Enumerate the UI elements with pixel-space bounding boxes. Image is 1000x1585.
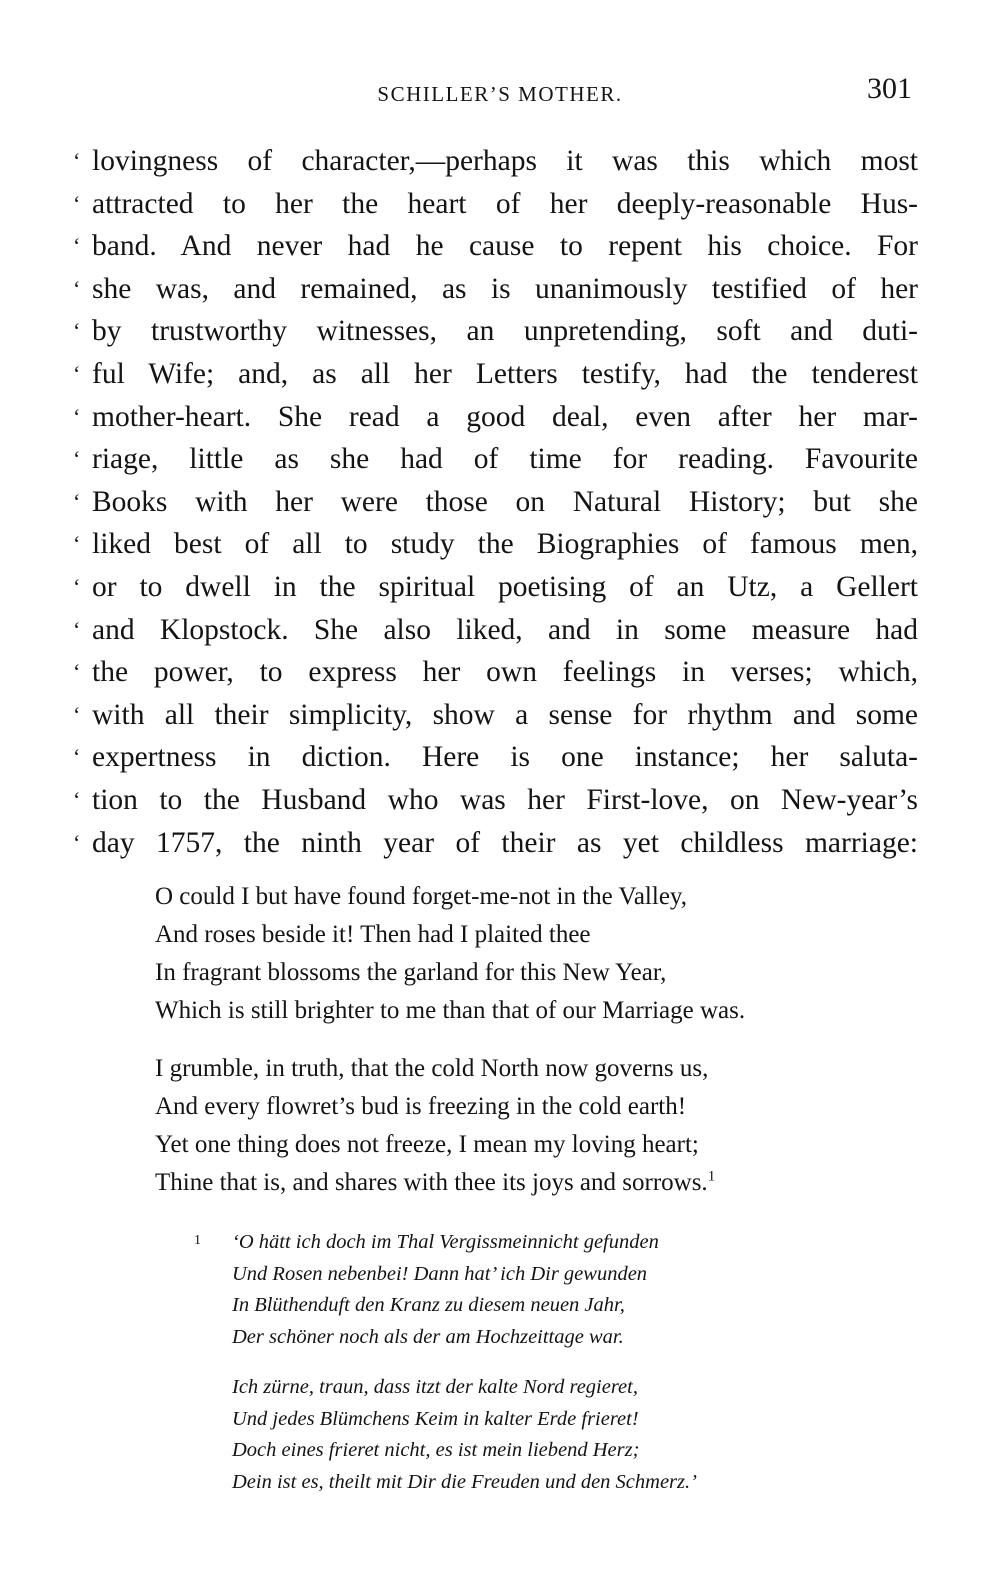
footnote-marker: 1 <box>194 1233 201 1248</box>
poem-line: Yet one thing does not freeze, I mean my loving heart; <box>155 1131 699 1158</box>
poem-line: Which is still brighter to me than that of our Marriage was. <box>155 997 746 1024</box>
footnote-stanza-2 <box>200 1372 920 1498</box>
poem-stanza-1 <box>155 878 915 1030</box>
footnote-line: Der schöner noch als der am Hochzeittage war. <box>232 1325 624 1348</box>
poem-line-text: Thine that is, and shares with thee its joys and sorrows. <box>155 1169 708 1196</box>
footnote-reference: 1 <box>707 1168 716 1185</box>
quote-mark: ‘ <box>73 488 81 514</box>
footnote-line: In Blüthenduft den Kranz zu diesem neuen Jahr, <box>232 1294 625 1316</box>
quote-mark: ‘ <box>73 190 81 216</box>
text-line: ‘ tion to the Husband who was her First-love, on New-year’s <box>80 779 918 822</box>
quote-mark: ‘ <box>73 786 81 812</box>
text-line: ‘ by trustworthy witnesses, an unpretending, soft and duti- <box>80 310 918 353</box>
footnote-line: Und Rosen nebenbei! Dann hat’ ich Dir gewunden <box>232 1262 648 1285</box>
text-line: ‘ day 1757, the ninth year of their as yet childless marriage: <box>80 822 918 865</box>
quote-mark: ‘ <box>73 360 81 386</box>
quote-mark: ‘ <box>73 318 81 344</box>
text-line: ‘ with all their simplicity, show a sense for rhythm and some <box>80 694 918 737</box>
text-line: ‘ or to dwell in the spiritual poetising of an Utz, a Gellert <box>80 566 918 609</box>
poem-line: And every flowret’s bud is freezing in the cold earth! <box>155 1093 687 1120</box>
text-line: ‘ lovingness of character,—perhaps it was this which most <box>80 140 918 183</box>
quote-mark: ‘ <box>73 573 81 599</box>
text-line: ‘ and Klopstock. She also liked, and in some measure had <box>80 609 918 652</box>
quote-mark: ‘ <box>73 829 81 855</box>
quote-mark: ‘ <box>73 744 81 770</box>
poem-line: O could I but have found forget-me-not in the Valley, <box>155 883 688 910</box>
text-line: ‘ attracted to her the heart of her deeply-reasonable Hus- <box>80 183 918 226</box>
footnote-stanza-1 <box>194 1227 920 1353</box>
footnote-line: Und jedes Blümchens Keim in kalter Erde frieret! <box>232 1407 639 1430</box>
running-title: SCHILLER’S MOTHER. <box>377 82 623 106</box>
quote-mark: ‘ <box>73 275 81 301</box>
footnote-line: Doch eines frieret nicht, es ist mein liebend Herz; <box>232 1439 640 1461</box>
text-line: ‘ the power, to express her own feelings in verses; which, <box>80 651 918 694</box>
text-line: ‘ expertness in diction. Here is one instance; her saluta- <box>80 736 918 779</box>
footnote-line: Ich zürne, traun, dass itzt der kalte Nord regieret, <box>232 1376 638 1398</box>
body-paragraph <box>73 140 918 864</box>
quote-mark: ‘ <box>73 531 81 557</box>
quote-mark: ‘ <box>73 403 81 429</box>
quote-mark: ‘ <box>73 446 81 472</box>
quote-mark: ‘ <box>73 659 81 685</box>
text-line: ‘ Books with her were those on Natural History; but she <box>80 481 918 524</box>
quote-mark: ‘ <box>73 616 81 642</box>
text-line: ‘ riage, little as she had of time for reading. Favourite <box>80 438 918 481</box>
text-line: ‘ she was, and remained, as is unanimously testified of her <box>80 268 918 311</box>
quote-mark: ‘ <box>73 233 81 259</box>
text-line: ‘ band. And never had he cause to repent his choice. For <box>80 225 918 268</box>
poem-line: In fragrant blossoms the garland for this New Year, <box>155 959 667 986</box>
poem-line: I grumble, in truth, that the cold North now governs us, <box>155 1055 709 1082</box>
quote-mark: ‘ <box>73 148 81 173</box>
quote-mark: ‘ <box>73 701 81 727</box>
footnote-line: 1 ‘O hätt ich doch im Thal Vergissmeinnicht gefunden <box>200 1227 920 1259</box>
poem-line <box>155 1164 915 1202</box>
page-number: 301 <box>867 72 912 105</box>
poem-stanza-2 <box>155 1050 915 1202</box>
text-line: ‘ liked best of all to study the Biographies of famous men, <box>80 523 918 566</box>
poem-line: And roses beside it! Then had I plaited thee <box>155 921 591 948</box>
text-line: ‘ ful Wife; and, as all her Letters testify, had the tenderest <box>80 353 918 396</box>
text-line: ‘ mother-heart. She read a good deal, even after her mar- <box>80 396 918 439</box>
page-header <box>80 72 920 112</box>
footnote-line: Dein ist es, theilt mit Dir die Freuden und den Schmerz.’ <box>232 1470 697 1493</box>
